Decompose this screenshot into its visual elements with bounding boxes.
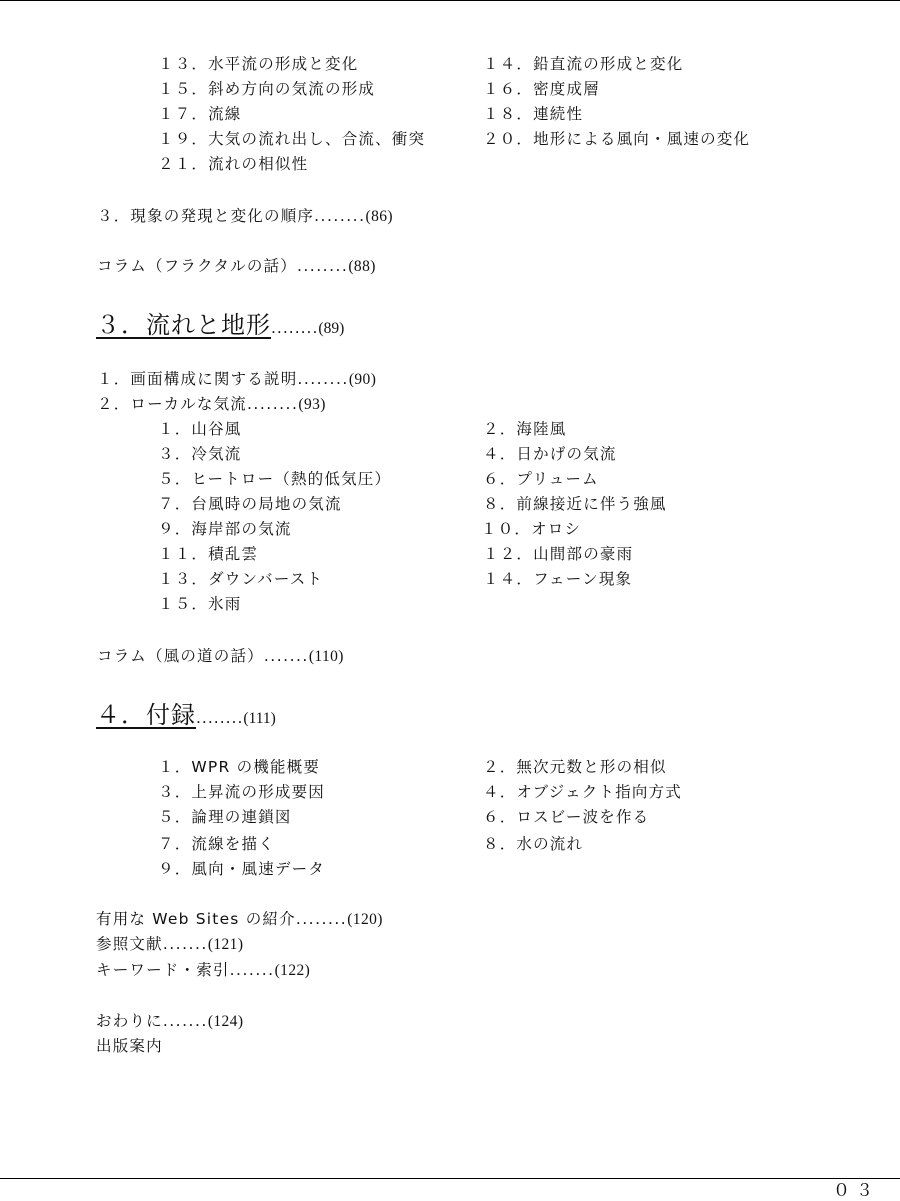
leader-dots: ....... — [263, 647, 309, 665]
toc-entry[interactable] — [97, 205, 393, 227]
toc-sub-item[interactable]: １０．オロシ — [481, 520, 582, 538]
toc-entry-label: ２．ローカルな気流 — [97, 395, 247, 413]
toc-sub-item[interactable]: ５．論理の連鎖図 — [158, 808, 292, 826]
toc-sub-item[interactable]: １３．ダウンバースト — [158, 570, 324, 588]
toc-sub-item[interactable]: １１．積乱雲 — [158, 545, 259, 563]
toc-entry-label: １．画面構成に関する説明 — [97, 370, 298, 388]
chapter-page: (89) — [318, 320, 345, 337]
toc-sub-item[interactable]: １６．密度成層 — [483, 80, 600, 98]
leader-dots: ....... — [162, 935, 208, 953]
toc-entry-label: キーワード・索引 — [96, 961, 230, 979]
toc-entry-page: (121) — [207, 936, 244, 953]
toc-sub-item[interactable]: １８．連続性 — [483, 105, 584, 123]
toc-entry-label: コラム（フラクタルの話） — [97, 257, 297, 275]
toc-sub-item[interactable]: ３．上昇流の形成要因 — [158, 783, 326, 801]
leader-dots: ........ — [295, 910, 348, 928]
toc-sub-item[interactable]: １４．フェーン現象 — [483, 570, 633, 588]
leader-dots: ........ — [196, 709, 244, 727]
toc-sub-item[interactable]: ２．無次元数と形の相似 — [483, 758, 667, 776]
toc-entry-page: (110) — [308, 648, 344, 665]
toc-sub-item[interactable]: ６．プリューム — [483, 470, 599, 488]
toc-sub-item[interactable]: ３．冷気流 — [158, 445, 242, 463]
chapter-title: ４．付録 — [96, 701, 196, 729]
toc-entry-label: 有用な Web Sites の紹介 — [96, 910, 296, 928]
chapter-title: ３．流れと地形 — [96, 311, 271, 339]
toc-sub-item[interactable]: １．WPR の機能概要 — [158, 758, 321, 776]
chapter-heading-3[interactable] — [96, 308, 344, 344]
toc-entry[interactable] — [97, 393, 326, 415]
toc-sub-item[interactable]: １５．斜め方向の気流の形成 — [158, 80, 376, 98]
toc-sub-item[interactable]: ６．ロスビー波を作る — [483, 808, 650, 826]
toc-entry[interactable] — [97, 368, 376, 390]
toc-entry-label: おわりに — [96, 1012, 163, 1030]
toc-sub-item[interactable]: ９．海岸部の気流 — [158, 520, 292, 538]
toc-entry-label: ３．現象の発現と変化の順序 — [97, 207, 315, 225]
toc-entry[interactable] — [96, 933, 243, 955]
chapter-heading-4[interactable] — [96, 698, 276, 734]
toc-entry-page: (124) — [207, 1013, 244, 1030]
toc-sub-item[interactable]: １．山谷風 — [158, 420, 242, 438]
toc-entry-label: コラム（風の道の話） — [97, 647, 264, 665]
toc-entry-page: (90) — [348, 371, 377, 388]
leader-dots: ........ — [297, 370, 349, 388]
toc-entry-page: (120) — [347, 911, 383, 928]
toc-sub-item[interactable]: ２０．地形による風向・風速の変化 — [483, 130, 751, 148]
toc-sub-item[interactable]: １７．流線 — [158, 105, 242, 123]
leader-dots: ....... — [162, 1012, 208, 1030]
toc-entry[interactable]: 出版案内 — [96, 1037, 163, 1055]
toc-entry-page: (93) — [298, 396, 326, 413]
page-number: ０３ — [833, 1181, 879, 1201]
toc-sub-item[interactable]: １９．大気の流れ出し、合流、衝突 — [158, 130, 426, 148]
toc-sub-item[interactable]: １４．鉛直流の形成と変化 — [483, 55, 684, 73]
toc-sub-item[interactable]: ４．オブジェクト指向方式 — [483, 783, 683, 801]
toc-sub-item[interactable]: ７．台風時の局地の気流 — [158, 495, 342, 513]
toc-sub-item[interactable]: ７．流線を描く — [158, 835, 275, 853]
leader-dots: ........ — [296, 257, 349, 275]
toc-entry[interactable] — [96, 959, 310, 981]
toc-entry-page: (122) — [274, 962, 311, 979]
toc-entry-page: (88) — [348, 258, 376, 275]
toc-entry[interactable] — [96, 1010, 243, 1032]
toc-column-entry[interactable] — [97, 255, 376, 277]
toc-entry-page: (86) — [365, 208, 393, 225]
toc-sub-item[interactable]: ８．前線接近に伴う強風 — [483, 495, 667, 513]
leader-dots: ........ — [247, 395, 299, 413]
chapter-page: (111) — [243, 710, 276, 727]
toc-sub-item[interactable]: ２１．流れの相似性 — [158, 155, 309, 173]
leader-dots: ........ — [271, 319, 319, 337]
toc-sub-item[interactable]: １５．氷雨 — [158, 595, 242, 613]
toc-column-entry[interactable] — [97, 645, 344, 667]
toc-sub-item[interactable]: １３．水平流の形成と変化 — [158, 55, 359, 73]
toc-sub-item[interactable]: １２．山間部の豪雨 — [483, 545, 634, 563]
leader-dots: ....... — [229, 961, 275, 979]
toc-sub-item[interactable]: ５．ヒートロー（熱的低気圧） — [158, 470, 392, 488]
leader-dots: ........ — [314, 207, 366, 225]
toc-entry-label: 参照文献 — [96, 935, 163, 953]
toc-sub-item[interactable]: ２．海陸風 — [483, 420, 567, 438]
toc-sub-item[interactable]: ９．風向・風速データ — [158, 860, 326, 878]
bottom-rule — [0, 1178, 900, 1179]
toc-entry[interactable] — [96, 908, 383, 930]
toc-sub-item[interactable]: ４．日かげの気流 — [483, 445, 617, 463]
toc-sub-item[interactable]: ８．水の流れ — [483, 835, 584, 853]
top-rule — [0, 0, 900, 1]
